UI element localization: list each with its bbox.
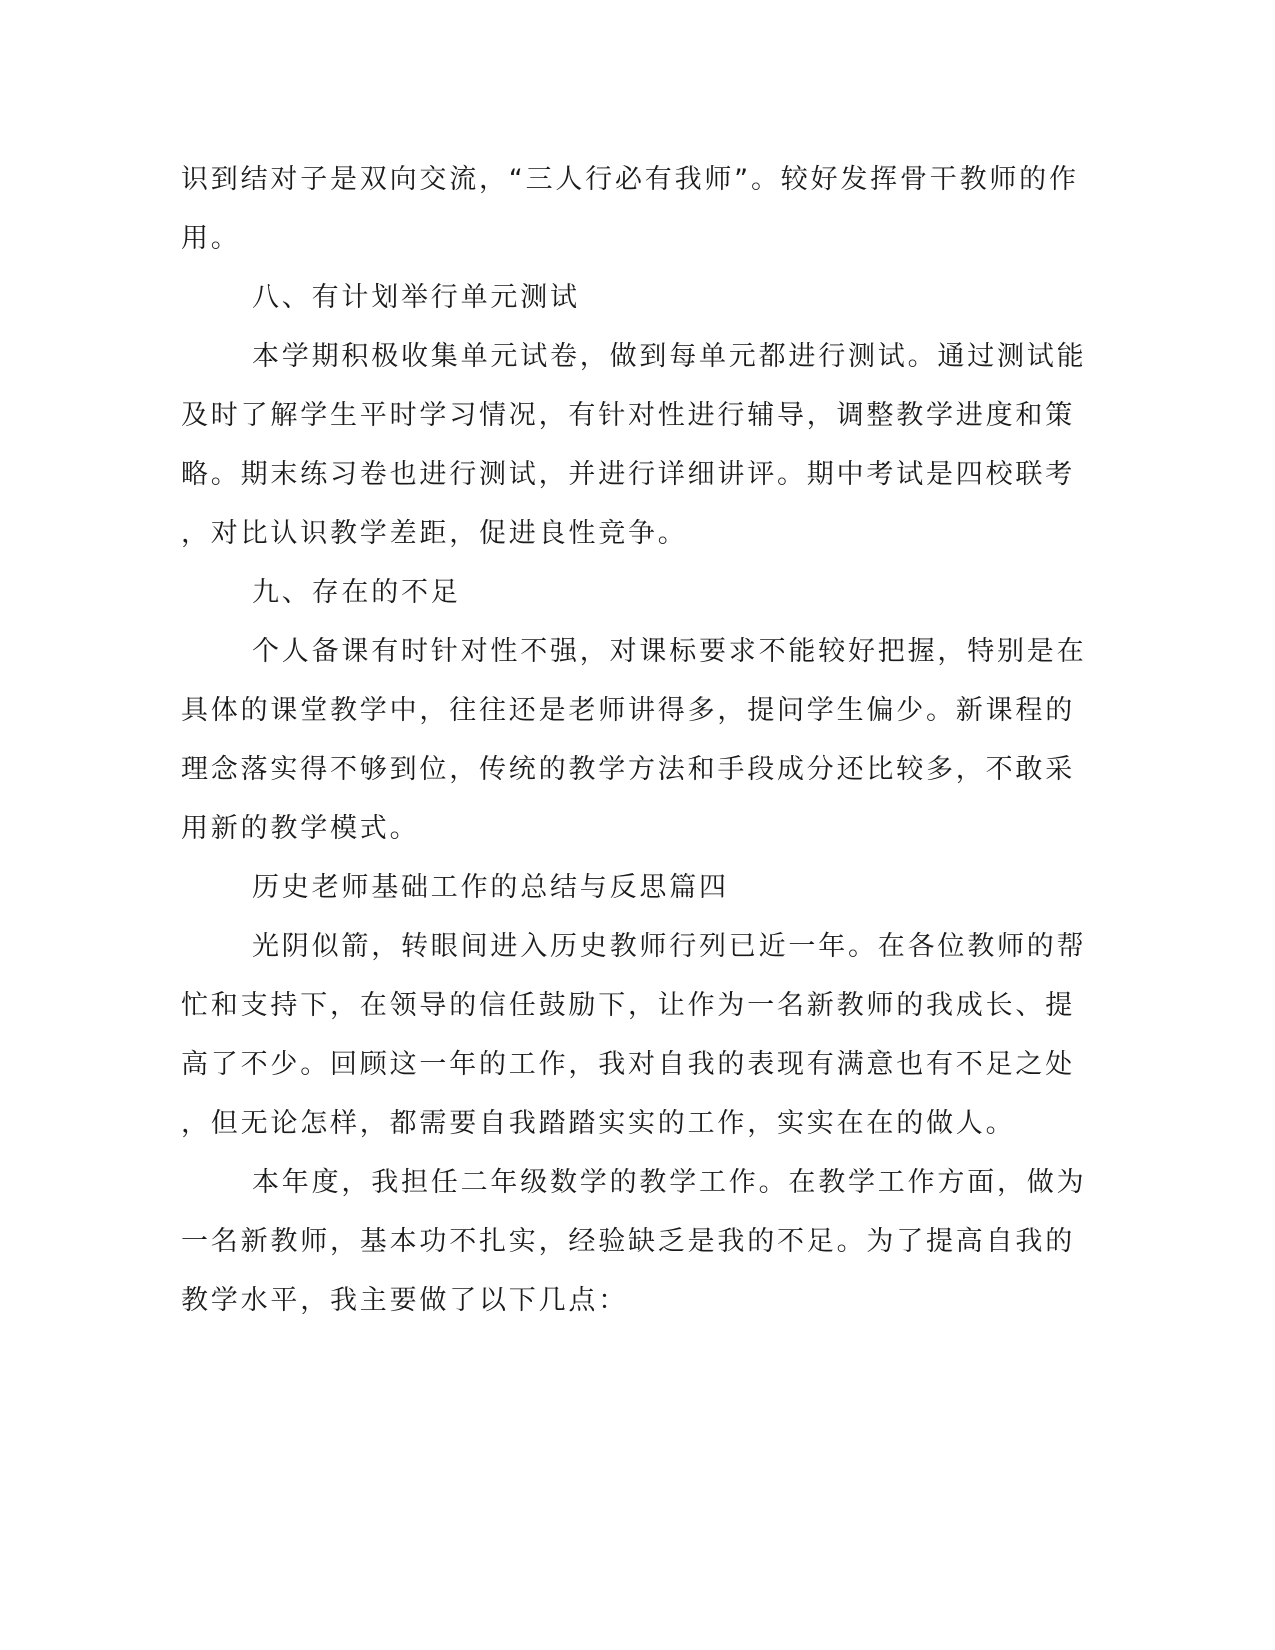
paragraph-line: 识到结对子是双向交流，“三人行必有我师”。较好发挥骨干教师的作 bbox=[181, 164, 1079, 195]
paragraph-line: 忙和支持下，在领导的信任鼓励下，让作为一名新教师的我成长、提 bbox=[181, 990, 1075, 1021]
paragraph-line: 用。 bbox=[181, 223, 241, 254]
paragraph-line: 高了不少。回顾这一年的工作，我对自我的表现有满意也有不足之处 bbox=[181, 1049, 1075, 1080]
paragraph-line: 理念落实得不够到位，传统的教学方法和手段成分还比较多，不敢采 bbox=[181, 754, 1075, 785]
paragraph-line: ，对比认识教学差距，促进良性竞争。 bbox=[181, 518, 688, 549]
paragraph-line: 教学水平，我主要做了以下几点： bbox=[181, 1285, 628, 1316]
paragraph-line: 用新的教学模式。 bbox=[181, 813, 420, 844]
paragraph-line: 个人备课有时针对性不强，对课标要求不能较好把握，特别是在 bbox=[252, 636, 1087, 667]
paragraph-line: ，但无论怎样，都需要自我踏踏实实的工作，实实在在的做人。 bbox=[181, 1108, 1016, 1139]
paragraph-line: 略。期末练习卷也进行测试，并进行详细讲评。期中考试是四校联考 bbox=[181, 459, 1075, 490]
paragraph-line: 及时了解学生平时学习情况，有针对性进行辅导，调整教学进度和策 bbox=[181, 400, 1075, 431]
section-heading: 历史老师基础工作的总结与反思篇四 bbox=[252, 872, 729, 903]
paragraph-line: 具体的课堂教学中，往往还是老师讲得多，提问学生偏少。新课程的 bbox=[181, 695, 1075, 726]
paragraph-line: 本学期积极收集单元试卷，做到每单元都进行测试。通过测试能 bbox=[252, 341, 1087, 372]
paragraph-line: 光阴似箭，转眼间进入历史教师行列已近一年。在各位教师的帮 bbox=[252, 931, 1087, 962]
paragraph-line: 本年度，我担任二年级数学的教学工作。在教学工作方面，做为 bbox=[252, 1167, 1087, 1198]
section-heading: 九、存在的不足 bbox=[252, 577, 461, 608]
paragraph-line: 一名新教师，基本功不扎实，经验缺乏是我的不足。为了提高自我的 bbox=[181, 1226, 1075, 1257]
section-heading: 八、有计划举行单元测试 bbox=[252, 282, 580, 313]
